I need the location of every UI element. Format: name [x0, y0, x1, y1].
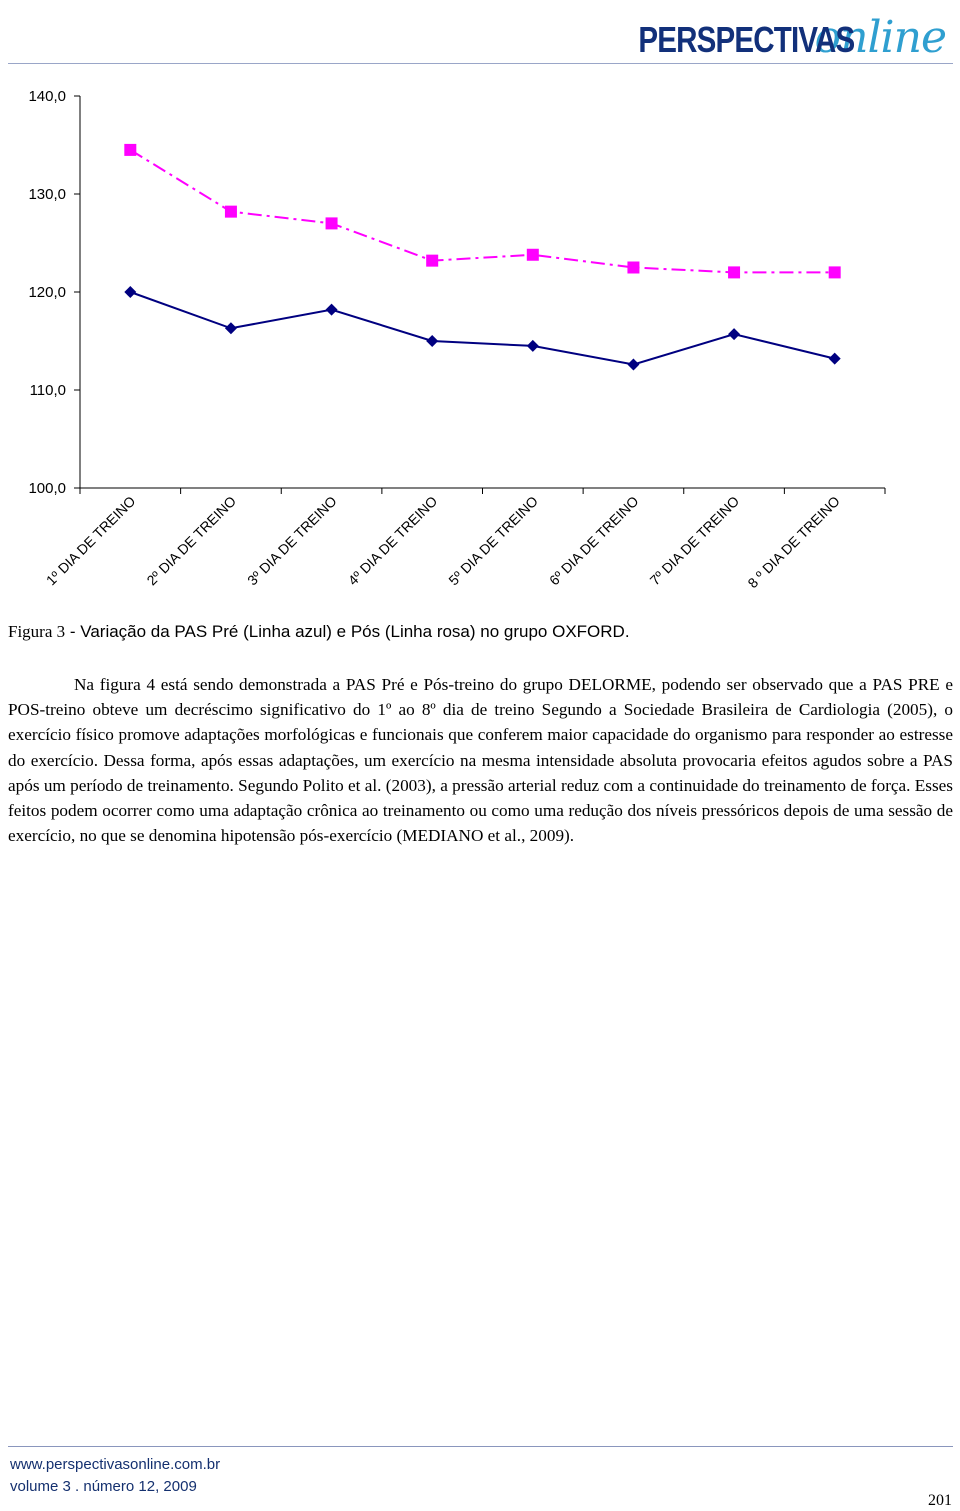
y-tick-label: 130,0 — [28, 186, 66, 203]
footer-rule — [8, 1446, 953, 1447]
x-tick-label: 6º DIA DE TREINO — [545, 492, 642, 589]
x-tick-label: 4º DIA DE TREINO — [344, 492, 441, 589]
logo-sub-text: online — [814, 12, 946, 63]
figure-caption-label: Figura 3 — [8, 622, 66, 641]
footer-url[interactable]: www.perspectivasonline.com.br — [10, 1456, 221, 1473]
data-point — [728, 328, 740, 340]
header-rule — [8, 63, 953, 64]
y-tick-label: 120,0 — [28, 284, 66, 301]
y-axis — [28, 88, 80, 497]
page-number: 201 — [928, 1492, 952, 1509]
pas-line-chart — [0, 66, 960, 626]
page-footer — [0, 1446, 960, 1511]
x-tick-label: 8 º DIA DE TREINO — [744, 492, 843, 592]
series-group — [124, 144, 840, 371]
y-tick-label: 110,0 — [29, 382, 66, 399]
x-tick-label: 1º DIA DE TREINO — [42, 492, 139, 589]
data-point — [225, 322, 237, 334]
data-point — [326, 304, 338, 316]
data-point — [426, 255, 438, 267]
data-point — [829, 353, 841, 365]
data-point — [627, 262, 639, 274]
figure-caption — [8, 622, 953, 642]
x-tick-label: 3º DIA DE TREINO — [244, 492, 340, 589]
x-tick-label: 5º DIA DE TREINO — [445, 492, 541, 589]
x-tick-label: 2º DIA DE TREINO — [143, 492, 240, 589]
data-point — [426, 335, 438, 347]
data-point — [527, 249, 539, 261]
data-point — [124, 144, 136, 156]
data-point — [527, 340, 539, 352]
x-tick-label: 7º DIA DE TREINO — [646, 492, 743, 589]
body-text — [8, 672, 953, 848]
body-paragraph: Na figura 4 está sendo demonstrada a PAS Pré e Pós-treino do grupo DELORME, podendo ser observado que a PAS PRE e POS-treino obteve um decréscimo significativo do 1º ao 8º dia de treino Segundo a Sociedade Brasileira de Cardiologia (2005), o exercício físico promove adaptações morfológicas e funcionais que conferem maior capacidade do organismo para responder ao estresse do exercício. Dessa forma, após essas adaptações, um exercício na mesma intensidade absoluta provocaria efeitos agudos sobre a PAS após um período de treinamento. Segundo Polito et al. (2003), a pressão arterial reduz com a continuidade do treinamento de força. Esses feitos podem ocorrer como uma adaptação crônica ao treinamento ou como uma redução dos níveis pressóricos depois de uma sessão de exercício, no que se denomina hipotensão pós-exercício (MEDIANO et al., 2009). — [8, 675, 953, 846]
y-tick-label: 100,0 — [28, 480, 66, 497]
data-point — [326, 217, 338, 229]
footer-volume: volume 3 . número 12, 2009 — [10, 1478, 197, 1495]
masthead — [0, 0, 960, 62]
chart-svg — [0, 66, 960, 626]
data-point — [728, 266, 740, 278]
data-point — [225, 206, 237, 218]
data-point — [829, 266, 841, 278]
logo-main-text: PERSPECTIVAS — [638, 19, 855, 60]
x-axis — [43, 488, 885, 591]
y-tick-label: 140,0 — [28, 88, 66, 105]
data-point — [627, 359, 639, 371]
data-point — [124, 286, 136, 298]
figure-caption-text: - Variação da PAS Pré (Linha azul) e Pós (Linha rosa) no grupo OXFORD. — [65, 622, 630, 641]
perspectivas-online-logo — [591, 6, 946, 63]
